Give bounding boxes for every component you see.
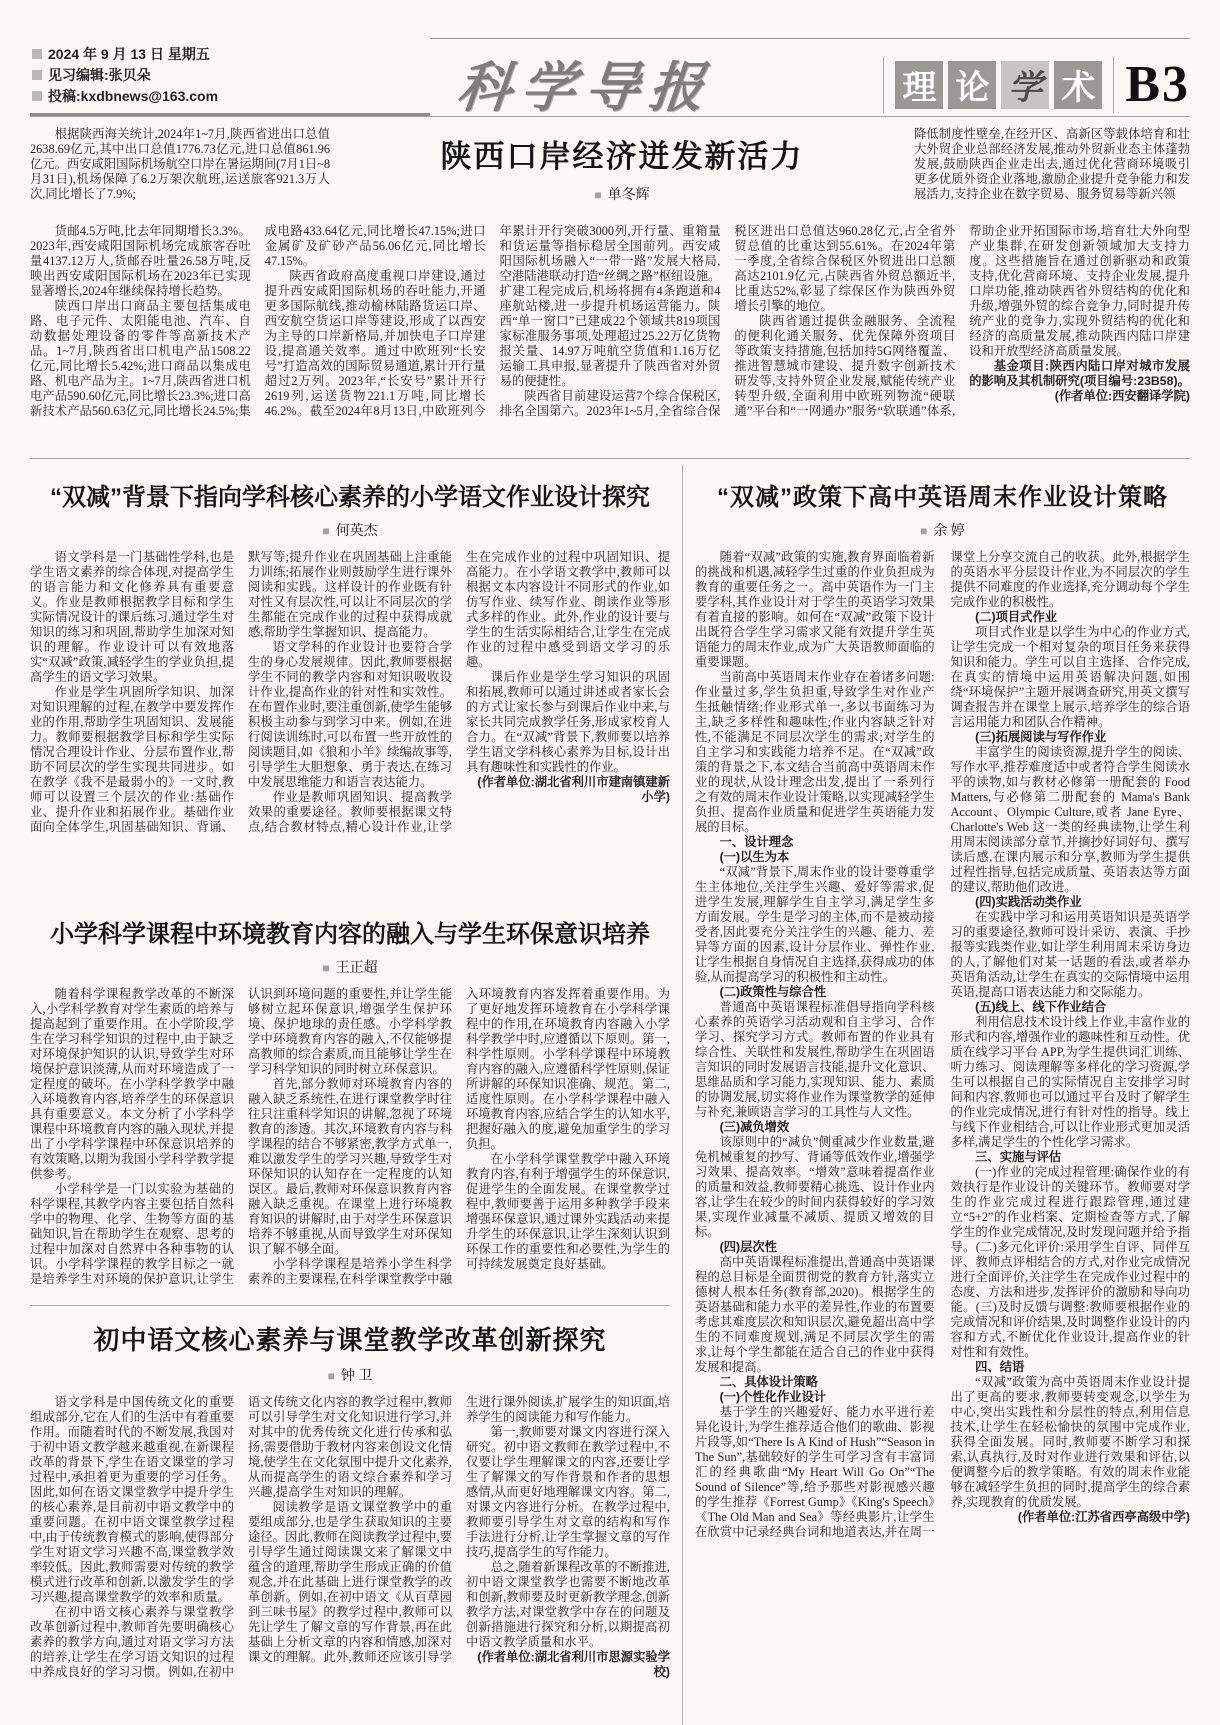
article4-byline [30, 957, 670, 977]
author-affiliation: (作者单位:西安翻译学院) [1054, 389, 1190, 403]
section-subheading: 四、结语 [975, 1360, 1025, 1374]
byline-square-icon: ■ [327, 1369, 335, 1383]
fund-project-note: 基金项目:陕西内陆口岸对城市发展的影响及其机制研究(项目编号:23B58)。 [969, 359, 1190, 388]
article4-bottom-rule [30, 1305, 670, 1306]
body-paragraph: 高中英语课程标准提出,普通高中英语课程的总目标是全面贯彻党的教育方针,落实立德树人根本任务(教育部,2020)。根据学生的英语基础和能力水平的差异性,作业的布置要考虑其难度层次和知识层次,避免超出高中学生的不同难度规划,满足不同层次学生的需求,让每个学生都能在适合自己的作业中获得发展和提高。 [695, 1255, 935, 1374]
article1-lede-right: 降低制度性壁垒,在经开区、高新区等载体培育和壮大外贸企业总部经济发展,推动外贸新业态主体蓬勃发展,鼓励陕西企业走出去,通过优化营商环境吸引更多优质外资企业落地,激励企业提升竞争能力和发展活力,支持企业在数字贸易、服务贸易等新兴领 [914, 127, 1190, 201]
article-shaanxi-ports [30, 127, 1190, 446]
section-subheading: (四)实践活动类作业 [975, 895, 1082, 909]
body-paragraph: 项目式作业是以学生为中心的作业方式,让学生完成一个相对复杂的项目任务来获得知识和能力。学生可以自主选择、合作完成,在真实的情境中运用英语解决问题,如围绕“环境保护”主题开展调查研究,用英文撰写调查报告并在课堂上展示,培养学生的综合语言运用能力和团队合作精神。 [950, 625, 1190, 729]
body-paragraph: “双减”政策为高中英语周末作业设计提出了更高的要求,教师要转变观念,以学生为中心,突出实践性和分层性的特点,利用信息技术,让学生在轻松愉快的氛围中完成作业,获得全面发展。同时,教师要不断学习和探索,认真执行,及时对作业进行效果和评估,以便调整今后的教学策略。有效的周末作业能够在减轻学生负担的同时,提高学生的综合素养,实现教育的优质发展。 [950, 1375, 1190, 1509]
body-paragraph: 小学科学是一门以实验为基础的科学课程,其教学内容主要包括自然科学中的物理、化学、生物等方面的基础知识,旨在帮助学生在观察、思考的过程中加深对自然界中各种事物的认识。小学科学课程的教学目标之一就是培养学生对环境的保护意识,让学生认识到环境问题的重要性,并让学生能够树立起环保意识,增强学生保护环境、保护地球的责任感。小学科学教学中环境教育内容的融入,不仅能够提高教师的综合素质,而且能够让学生在学习科学知识的同时树立环保意识。 [30, 987, 452, 1286]
body-paragraph: 陕西省通过提供金融服务、全流程的便利化通关服务、优先保障外资项目等政策支持措施,包括加持5G网络覆盖、推进智慧城市建设、提升数字创新技术研发等,支持外贸企业发展,赋能传统产业转型升级,全面利用中欧班列物流“硬联通”平台和“一网通办”服务“软联通”体系,帮助企业开拓国际市场,培育壮大外向型产业集群,在研发创新领域加大支持力度。这些措施旨在通过创新驱动和政策支持,优化营商环境、支持企业发展,提升口岸功能,推动陕西省外贸结构的优化和升级,增强外贸的综合竞争力,同时提升传统产业的竞争力,实现外贸结构的优化和经济的高质量发展,推动陕西内陆口岸建设和开放型经济高质量发展。 [734, 224, 1190, 418]
body-paragraph: 在实践中学习和运用英语知识是英语学习的重要途径,教师可设计采访、表演、手抄报等实践类作业,如让学生利用周末采访身边的人,了解他们对某一话题的看法,或者举办英语角活动,让学生在真实的交际情境中运用英语,提高口语表达能力和交际能力。 [950, 910, 1190, 999]
article5-author: 钟 卫 [340, 1369, 373, 1384]
divider-bar [883, 57, 884, 113]
article1-author: 单冬辉 [607, 188, 650, 203]
header-right [430, 38, 1190, 122]
byline-square-icon: ■ [322, 524, 330, 538]
byline-square-icon: ■ [322, 961, 330, 975]
body-paragraph: 语文学科是一门基础性学科,也是学生语文素养的综合体现,对提高学生的语言能力和文化修养具有重要意义。作业是教师根据教学目标和学生实际情况设计的课后练习,通过学生对知识的练习和巩固,帮助学生加深对知识的理解。作业设计可以有效地落实“双减”政策,减轻学生的学业负担,提高学生的语文学习效果。 [30, 550, 234, 684]
article-english-weekend-homework [695, 477, 1190, 1718]
section-char-box: 理 [895, 61, 943, 109]
body-paragraph: 陕西口岸出口商品主要包括集成电路、电子元件、太阳能电池、汽车、自动数据处理设备的零件等高新技术产品。1~7月,陕西省出口机电产品1508.22亿元,同比增长5.42%;进口商品以集成电路、机电产品为主。1~7月,陕西省进口机电产品590.60亿元,同比增长23.3%;进口高新技术产品560.63亿元,同比增长24.5%;集成电路433.64亿元,同比增长47.15%;进口金属矿及矿砂产品56.06亿元,同比增长47.15%。 [30, 224, 486, 418]
body-paragraph: 随着“双减”政策的实施,教育界面临着新的挑战和机遇,减轻学生过重的作业负担成为教育的重要任务之一。高中英语作为一门主要学科,其作业设计对于学生的英语学习效果有着直接的影响。如何在“双减”政策下设计出既符合学生学习需求又能有效提升学生英语能力的周末作业,成为广大英语教师面临的重要课题。 [695, 550, 935, 669]
body-paragraph: 总之,随着新课程改革的不断推进,初中语文课堂教学也需要不断地改革和创新,教师要及时更新教学理念,创新教学方法,对课堂教学中存在的问题及创新措施进行探究和分析,以期提高初中语文教学质量和水平。 [466, 1560, 670, 1649]
article1-bottom-rule [30, 458, 1190, 459]
date-text: 2024 年 9 月 13 日 星期五 [48, 46, 210, 62]
section-subheading: 二、具体设计策略 [719, 1375, 818, 1389]
body-paragraph: 在小学科学课堂教学中融入环境教育内容,有利于增强学生的环保意识,促进学生的全面发展。在课堂教学过程中,教师要善于运用多种教学手段来增强环保意识,通过课外实践活动来提升学生的环保意识,让学生深刻认识到环保工作的重要性和必要性,为学生的可持续发展奠定良好基础。 [466, 1152, 670, 1271]
editor-line [32, 65, 420, 86]
article1-byline [346, 184, 898, 204]
article2-author: 何英杰 [335, 524, 378, 539]
article2-title: “双减”背景下指向学科核心素养的小学语文作业设计探究 [50, 484, 650, 511]
author-affiliation: (作者单位:江苏省西亭高级中学) [1017, 1510, 1190, 1524]
left-column-stack [30, 465, 670, 1725]
byline-square-icon: ■ [920, 524, 928, 538]
section-subheading: (二)项目式作业 [975, 610, 1058, 624]
article1-headline-block [346, 127, 898, 214]
submission-line [32, 86, 420, 107]
lower-page-zone [30, 465, 1190, 1725]
section-subheading: (二)政策性与综合性 [719, 985, 827, 999]
article4-author: 王正超 [335, 961, 378, 976]
article3-author: 余 婷 [933, 524, 965, 539]
section-char-box: 术 [1054, 61, 1102, 109]
article5-title: 初中语文核心素养与课堂教学改革创新探究 [93, 1325, 607, 1355]
article2-byline [30, 520, 670, 540]
body-paragraph: 语文学科是中国传统文化的重要组成部分,它在人们的生活中有着重要作用。而随着时代的不断发展,我国对于初中语文教学越来越重视,在新课程改革的背景下,学生在语文课堂的学习过程中,承担着更为重要的学习任务。因此,如何在语文课堂教学中提升学生的核心素养,是目前初中语文教学中的重要问题。在初中语文课堂教学过程中,由于传统教育模式的影响,使得部分学生对语文学习兴趣不高,课堂教学效率较低。因此,教师需要对传统的教学模式进行改革和创新,以激发学生的学习兴趣,提高课堂教学的效率和质量。 [30, 1395, 234, 1604]
section-subheading: 三、实施与评估 [975, 1150, 1062, 1164]
date-line [32, 44, 420, 65]
section-char-box: 论 [948, 61, 996, 109]
bullet-square-icon [32, 49, 42, 59]
body-paragraph: 该原则中的“减负”侧重减少作业数量,避免机械重复的抄写、背诵等低效作业,增强学习效果、提高效率。“增效”意味着提高作业的质量和效益,教师要精心挑选、设计作业内容,让学生在较少的时间内获得较好的学习效果,实现作业减量不减质、提质又增效的目标。 [695, 1135, 935, 1239]
body-paragraph: 利用信息技术设计线上作业,丰富作业的形式和内容,增强作业的趣味性和互动性。优质在线学习平台 APP,为学生提供词汇训练、听力练习、阅读理解等多样化的学习资源,学生可以根据自己的实际情况自主安排学习时间和内容,教师也可以通过平台及时了解学生的作业完成情况,进行有针对性的指导。线上与线下作业相结合,可以让作业形式更加灵活多样,满足学生的个性化学习需求。 [950, 1015, 1190, 1149]
body-paragraph: 在初中语文核心素养与课堂教学改革创新过程中,教师首先要明确核心素养的教学方向,通过对语文学习方法的培养,让学生在学习语文知识的过程中养成良好的学习习惯。例如,在初中语文传统文化内容的教学过程中,教师可以引导学生对文化知识进行学习,并对其中的优秀传统文化进行传承和弘扬,需要借助于教材内容来创设文化情境,使学生在文化氛围中提升文化素养,从而提高学生的语文综合素养和学习兴趣,提高学生对知识的理解。 [30, 1395, 452, 1679]
article-science-environment [30, 914, 670, 1295]
article3-body [695, 550, 1190, 1718]
body-paragraph: 普通高中英语课程标准倡导指向学科核心素养的英语学习活动观和自主学习、合作学习、探究学习方式。教师布置的作业具有综合性、关联性和发展性,帮助学生在巩固语言知识的同时发展语言技能,提升文化意识、思维品质和学习能力,实现知识、能力、素质的协调发展,切实将作业作为课堂教学的延伸与补充,兼顾语言学习的工具性与人文性。 [695, 1000, 935, 1119]
article-junior-chinese [30, 1320, 670, 1725]
edition-info-block [30, 36, 430, 116]
article1-title: 陕西口岸经济迸发新活力 [440, 139, 804, 174]
body-paragraph: 阅读教学是语文课堂教学中的重要组成部分,也是学生获取知识的主要途径。因此,教师在阅读教学过程中,要引导学生通过阅读课文来了解课文中蕴含的道理,帮助学生形成正确的价值观念,并在此基础上进行课堂教学的改革创新。例如,在初中语文《从百草园到三味书屋》的教学过程中,教师可以先让学生了解文章的写作背景,再在此基础上分析文章的内容和情感,加深对课文的理解。此外,教师还应该引导学生进行课外阅读,扩展学生的知识面,培养学生的阅读能力和写作能力。 [248, 1395, 670, 1664]
byline-square-icon: ■ [594, 188, 602, 202]
article1-head-row [30, 127, 1190, 214]
body-paragraph: 货邮4.5万吨,比去年同期增长3.3%。2023年,西安咸阳国际机场完成旅客吞吐量4137.12万人,货邮吞吐量26.58万吨,反映出西安咸阳国际机场在2023年已实现显著增长,2024年继续保持增长趋势。 [30, 224, 251, 298]
section-subheading: (一)以生为本 [719, 850, 790, 864]
body-paragraph: 课后作业是学生学习知识的巩固和拓展,教师可以通过讲述或者家长会的方式让家长参与到课后作业中来,与家长共同完成教学任务,形成家校育人合力。在“双减”背景下,教师要以培养学生语文学科核心素养为目标,设计出具有趣味性和实践性的作业。 [466, 670, 670, 774]
editor-text: 见习编辑:张贝朵 [48, 67, 151, 83]
body-paragraph: 随着科学课程教学改革的不断深入,小学科学教育对学生素质的培养与提高起到了重要作用。在小学阶段,学生在学习科学知识的过程中,由于缺乏对环境保护知识的认识,导致学生对环境保护意识淡薄,从而对环境造成了一定程度的破坏。在小学科学教学中融入环境教育内容,培养学生的环保意识具有重要意义。本文分析了小学科学课程中环境教育内容的融入现状,并提出了小学科学课程中环保意识培养的有效策略,以期为我国小学科学教学提供参考。 [30, 987, 234, 1181]
article3-byline [695, 520, 1190, 540]
article5-byline [30, 1365, 670, 1385]
page-number: B3 [1125, 56, 1190, 113]
article3-title: “双减”政策下高中英语周末作业设计策略 [717, 484, 1168, 511]
divider-bar [1113, 57, 1114, 113]
section-subheading: (五)线上、线下作业结合 [975, 1000, 1107, 1014]
bullet-square-icon [32, 70, 42, 80]
section-subheading: (三)减负增效 [719, 1120, 790, 1134]
article-chinese-homework [30, 477, 670, 902]
body-paragraph: 陕西省政府高度重视口岸建设,通过提升西安咸阳国际机场的吞吐能力,开通更多国际航线,推动榆林陆路货运口岸、西安航空货运口岸等建设,形成了以西安为主导的口岸新格局,并加快电子口岸建设,提高通关效率。通过中欧班列“长安号”打造高效的国际贸易通道,累计开行量超过2万列。2023年,“长安号”累计开行2619列,运送货物221.1万吨,同比增长46.2%。截至2024年8月13日,中欧班列今年累计开行突破3000列,开行量、重箱量和货运量等指标稳居全国前列。西安咸阳国际机场融入“一带一路”发展大格局,空港陆港联动打造“丝绸之路”枢纽设施。扩建工程完成后,机场将拥有4条跑道和4座航站楼,进一步提升机场运营能力。陕西“单一窗口”已建成22个领域共819项国家标准服务事项,处理超过25.22万亿货物报关量、14.97万吨航空货值和1.16万亿运输工具申报,显著提升了陕西省对外贸易的便捷性。 [264, 224, 721, 418]
section-subheading: (四)层次性 [719, 1240, 777, 1254]
bullet-square-icon [32, 91, 42, 101]
section-subheading: (三)拓展阅读与写作作业 [975, 730, 1107, 744]
article4-body [30, 987, 670, 1295]
right-column-stack [695, 465, 1190, 1725]
section-subheading: 一、设计理念 [719, 835, 794, 849]
article1-body [30, 224, 1190, 446]
submission-email-text: 投稿:kxdbnews@163.com [48, 88, 219, 104]
body-paragraph: 作业是教师巩固知识、提高教学效果的重要途径。教师要根据课文特点,结合教材特点,精心设计作业,让学生在完成作业的过程中巩固知识、提高能力。在小学语文教学中,教师可以根据文本内容设计不同形式的作业,如仿写作业、续写作业、朗读作业等形式多样的作业。此外,作业的设计要与学生的生活实际相结合,让学生在完成作业的过程中感受到语文学习的乐趣。 [248, 550, 670, 834]
body-paragraph: 当前高中英语周末作业存在着诸多问题:作业量过多,学生负担重,导致学生对作业产生抵触情绪;作业形式单一,多以书面练习为主,缺乏多样性和趣味性;作业内容缺乏针对性,不能满足不同层次学生的需求;对学生的自主学习和实践能力培养不足。在“双减”政策的背景之下,本文结合当前高中英语周末作业的现状,从设计理念出发,提出了一系列行之有效的周末作业设计策略,以实现减轻学生负担、提高作业质量和促进学生英语能力发展的目标。 [695, 670, 935, 834]
section-char-box-calligraphy: 学 [1001, 61, 1049, 109]
body-paragraph: 首先,部分教师对环境教育内容的融入缺乏系统性,在进行课堂教学时往往只注重科学知识的讲解,忽视了环境教育的渗透。其次,环境教育内容与科学课程的结合不够紧密,教学方式单一,难以激发学生的学习兴趣,导致学生对环保知识的认知存在一定程度的认知误区。最后,教师对环保意识教育内容融入缺乏重视。在课堂上进行环境教育知识的讲解时,由于对学生环保意识培养不够重视,从而导致学生对环保知识了解不够全面。 [248, 1077, 452, 1256]
author-affiliation: (作者单位:湖北省利川市建南镇建新小学) [477, 775, 670, 804]
article1-lede-left: 根据陕西海关统计,2024年1~7月,陕西省进出口总值2638.69亿元,其中出口总值1776.73亿元,进口总值861.96亿元。西安咸阳国际机场航空口岸在暑运期间(7月1日~8月31日),机场保障了6.2万架次航班,运送旅客921.3万人次,同比增长了7.9%; [30, 127, 330, 201]
article4-title: 小学科学课程中环境教育内容的融入与学生环保意识培养 [50, 921, 650, 948]
body-paragraph: (一)作业的完成过程管理:确保作业的有效执行是作业设计的关键环节。教师要对学生的作业完成过程进行跟踪管理,通过建立“5+2”的作业档案、定期检查等方式,了解学生的作业完成情况,及时发现问题并给予指导。(二)多元化评价:采用学生自评、同伴互评、教师点评相结合的方式,对作业完成情况进行全面评价,关注学生在完成作业过程中的态度、方法和进步,发挥评价的激励和导向功能。(三)及时反馈与调整:教师要根据作业的完成情况和评价结果,及时调整作业设计的内容和方式,不断优化作业设计,提高作业的针对性和有效性。 [950, 1165, 1190, 1359]
author-affiliation: (作者单位:湖北省利川市思源实验学校) [477, 1650, 670, 1679]
body-paragraph: 第一,教师要对课文内容进行深入研究。初中语文教师在教学过程中,不仅要让学生理解课文的内容,还要让学生了解课文的写作背景和作者的思想感情,从而更好地理解课文内容。第二,对课文内容进行分析。在教学过程中,教师要引导学生对文章的结构和写作手法进行分析,让学生掌握文章的写作技巧,提高学生的写作能力。 [466, 1425, 670, 1559]
body-paragraph: “双减”背景下,周末作业的设计要尊重学生主体地位,关注学生兴趣、爱好等需求,促进学生发展,理解学生自主学习,满足学生多方面发展。学生是学习的主体,而不是被动接受者,因此要充分关注学生的兴趣、能力、差异等方面的因素,设计分层作业、弹性作业,让学生根据自身情况自主选择,获得成功的体验,从而提高学习的积极性和主动性。 [695, 865, 935, 984]
page-header [30, 26, 1190, 118]
masthead-logo: 科学导报 [454, 58, 717, 118]
body-paragraph: 语文学科的作业设计也要符合学生的身心发展规律。因此,教师要根据学生不同的教学内容和对知识吸收设计作业,提高作业的针对性和实效性。在布置作业时,要注重创新,使学生能够积极主动参与到学习中来。例如,在进行阅读训练时,可以布置一些开放性的阅读题目,如《狼和小羊》续编故事等,引导学生大胆想象、勇于表达,在练习中发展思维能力和语言表达能力。 [248, 640, 452, 789]
center-vertical-rule [682, 465, 683, 1725]
section-plate [877, 47, 1190, 114]
article5-body [30, 1395, 670, 1725]
body-paragraph: 小学科学课程是培养小学生科学素养的主要课程,在科学课堂教学中融入环境教育内容发挥着重要作用。为了更好地发挥环境教育在小学科学课程中的作用,在环境教育内容融入小学科学教学中时,应遵循以下原则。第一,科学性原则。小学科学课程中环境教育内容的融入,应遵循科学性原则,保证所讲解的环保知识准确、规范。第二,适度性原则。在小学科学课程中融入环境教育内容,应结合学生的认知水平,把握好融入的度,避免加重学生的学习负担。 [248, 987, 670, 1286]
section-subheading: (一)个性化作业设计 [719, 1390, 827, 1404]
body-paragraph: 丰富学生的阅读资源,提升学生的阅读、写作水平,推荐难度适中或者符合学生阅读水平的读物,如与教材必修第一册配套的 Food Matters,与必修第二册配套的 Mama's Bank Account、Olympic Culture,或者 Jane Eyre、Charlotte's Web 这一类的经典读物,让学生利用周末阅读部分章节,并摘抄好词好句、撰写读后感,在课内展示和分享,教师为学生提供过程性指导,包括完成质量、英语表达等方面的建议,帮助他们改进。 [950, 745, 1190, 894]
body-paragraph: 基于学生的兴趣爱好、能力水平进行差异化设计,为学生推荐适合他们的歌曲、影视片段等,如“There Is A Kind of Hush”“Season in The Sun”,基础较好的学生可学习含有丰富词汇的经典歌曲“My Heart Will Go On”“The Sound of Silence”等,给予那些对影视感兴趣的学生推荐《Forrest Gump》《King's Speech》《The Old Man and Sea》等经典影片,让学生在欣赏中记录经典台词和地道表达,并在周一课堂上分享交流自己的收获。此外,根据学生的英语水平分层设计作业,为不同层次的学生提供不同难度的作业选择,充分调动每个学生完成作业的积极性。 [695, 550, 1190, 1539]
article2-body [30, 550, 670, 902]
body-paragraph: 陕西省目前建设运营7个综合保税区,排名全国第六。2023年1~5月,全省综合保税区进出口总值达960.28亿元,占全省外贸总值的比重达到55.61%。在2024年第一季度,全省综合保税区外贸进出口总额高达2101.9亿元,占陕西省外贸总额近半,比重达52%,彰显了综保区作为陕西外贸增长引擎的地位。 [499, 224, 956, 418]
body-paragraph: 作业是学生巩固所学知识、加深对知识理解的过程,在教学中要发挥作业的作用,帮助学生巩固知识、发展能力。教师要根据教学目标和学生实际情况合理设计作业、分层布置作业,帮助不同层次的学生实现共同进步。如在教学《我不是最弱小的》一文时,教师可以设置三个层次的作业:基础作业、提升作业和拓展作业。基础作业面向全体学生,巩固基础知识、背诵、默写等;提升作业在巩固基础上注重能力训练;拓展作业则鼓励学生进行课外阅读和实践。这样设计的作业既有针对性又有层次性,可以让不同层次的学生都能在完成作业的过程中获得成就感,帮助学生掌握知识、提高能力。 [30, 550, 452, 834]
